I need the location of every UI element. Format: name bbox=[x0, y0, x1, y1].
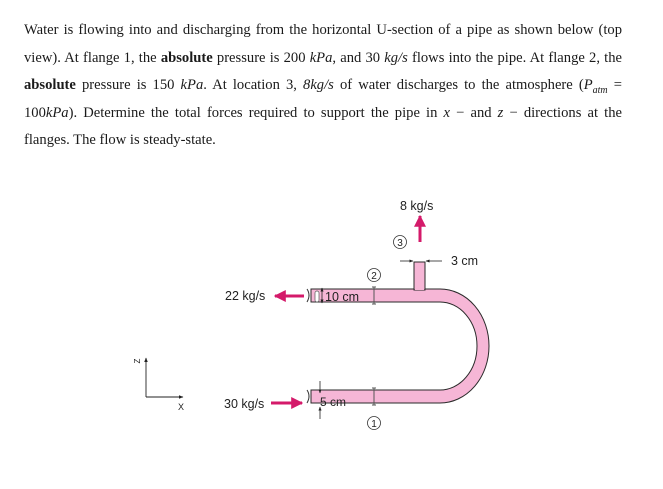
problem-paragraph: Water is flowing into and discharging from the horizontal U-section of a pipe as shown below (top view). At flange 1, the absolute pressure is 200 kPa, and 30 kg/s flows into the pipe. At flange 2, the absolute pressure is 150 kPa. At location 3, 8kg/s of water discharges to the atmosphere $(P_{atm} = 100kPa)$. Determine the total forces required to support the pipe in x − and z − directions at the flanges. The flow is steady-state. bbox=[24, 22, 622, 149]
diameter-2-label: 10 cm bbox=[325, 290, 360, 304]
location-1-number: 1 bbox=[371, 419, 377, 430]
flow-label-2: 22 kg/s bbox=[225, 289, 266, 303]
flow-label-3: 8 kg/s bbox=[400, 199, 434, 213]
x-axis-label: X bbox=[178, 402, 185, 412]
diameter-3-label: 3 cm bbox=[451, 254, 479, 268]
flow-label-1: 30 kg/s bbox=[224, 397, 265, 411]
u-pipe-body bbox=[311, 289, 489, 403]
diameter-1-label: 5 cm bbox=[320, 395, 347, 409]
location-2-number: 2 bbox=[371, 271, 377, 282]
location-3-number: 3 bbox=[397, 238, 403, 249]
absolute-emphasis-2: absolute bbox=[24, 77, 76, 94]
absolute-emphasis-1: absolute bbox=[160, 49, 213, 66]
z-axis-label: Z bbox=[133, 358, 142, 364]
branch-pipe-3 bbox=[414, 262, 425, 290]
